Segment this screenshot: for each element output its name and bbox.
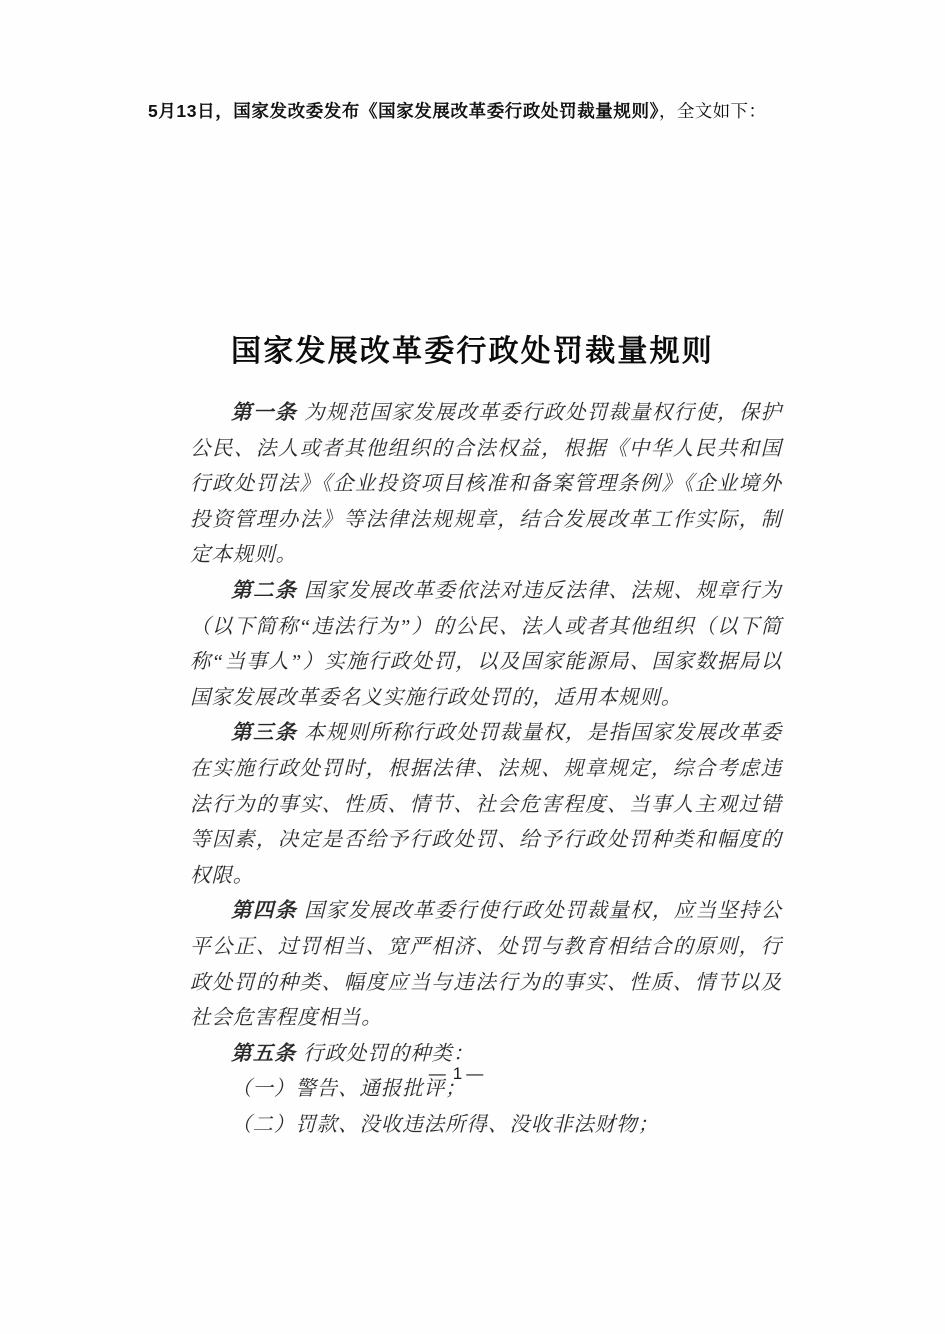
- article-paragraph: [190, 716, 782, 894]
- article-text: 行政处罚的种类：: [303, 1042, 475, 1065]
- article-text: 国家发展改革委依法对违反法律、法规、规章行为（以下简称“违法行为”）的公民、法人或者其他组织（以下简称“当事人”）实施行政处罚，以及国家能源局、国家数据局以国家发展改革委名义实施行政处罚的，适用本规则。: [190, 579, 782, 709]
- article-marker: 第四条: [231, 900, 298, 923]
- article-marker: 第三条: [231, 722, 298, 745]
- document-body: [190, 396, 782, 1143]
- article-marker: 第二条: [231, 579, 298, 602]
- page-number-footer: [0, 1064, 945, 1084]
- list-item: （二）罚款、没收违法所得、没收非法财物；: [231, 1113, 659, 1136]
- lead-in-line: [148, 98, 808, 123]
- lead-in-bold: 5月13日，国家发改委发布《国家发展改革委行政处罚裁量规则》: [148, 101, 659, 121]
- document-title: 国家发展改革委行政处罚裁量规则: [231, 335, 714, 368]
- article-paragraph: [190, 396, 782, 574]
- dash-left: —: [428, 1064, 449, 1083]
- article-paragraph: [190, 574, 782, 716]
- list-item: （一）警告、通报批评；: [231, 1078, 467, 1101]
- page-number-value: 1: [452, 1064, 463, 1083]
- dash-right: —: [466, 1064, 487, 1083]
- article-text: 国家发展改革委行使行政处罚裁量权，应当坚持公平公正、过罚相当、宽严相济、处罚与教育相结合的原则，行政处罚的种类、幅度应当与违法行为的事实、性质、情节以及社会危害程度相当。: [190, 900, 782, 1030]
- article-paragraph: [190, 894, 782, 1036]
- article-marker: 第一条: [231, 402, 298, 424]
- lead-in-plain: ，全文如下：: [658, 101, 767, 121]
- article-marker: 第五条: [231, 1042, 297, 1065]
- article-text: 本规则所称行政处罚裁量权，是指国家发展改革委在实施行政处罚时，根据法律、法规、规章规定，综合考虑违法行为的事实、性质、情节、社会危害程度、当事人主观过错等因素，决定是否给予行政处罚、给予行政处罚种类和幅度的权限。: [190, 722, 782, 887]
- article-text: 为规范国家发展改革委行政处罚裁量权行使，保护公民、法人或者其他组织的合法权益，根据《中华人民共和国行政处罚法》《企业投资项目核准和备案管理条例》《企业境外投资管理办法》等法律法规规章，结合发展改革工作实际，制定本规则。: [190, 402, 782, 567]
